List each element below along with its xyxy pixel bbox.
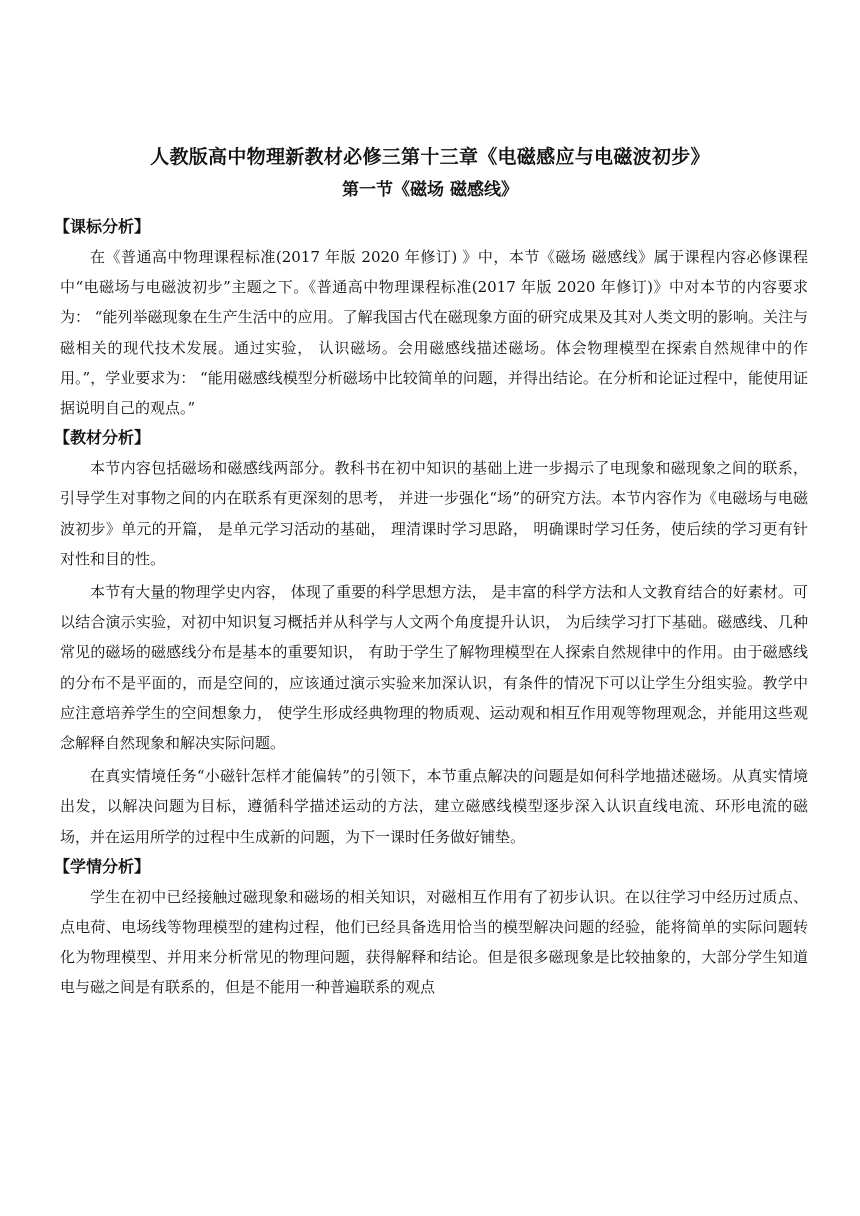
section-heading: 【教材分析】 bbox=[54, 428, 151, 448]
section-student-analysis bbox=[54, 852, 808, 1003]
section-heading: 【课标分析】 bbox=[54, 217, 151, 236]
paragraph: 本节内容包括磁场和磁感线两部分。教科书在初中知识的基础上进一步揭示了电现象和磁现象之间的联系， 引导学生对事物之间的内在联系有更深刻的思考， 并进一步强化“场”的研究方法。本节内容作为《电磁场与电磁波初步》单元的开篇， 是单元学习活动的基础， 理清课时学习思路， 明确课时学习任务，使后续的学习更有针对性和目的性。 bbox=[60, 459, 808, 568]
paragraph: 在真实情境任务“小磁针怎样才能偏转”的引领下，本节重点解决的问题是如何科学地描述磁场。从真实情境出发，以解决问题为目标，遵循科学描述运动的方法，建立磁感线模型逐步深入认识直线电流、环形电流的磁场，并在运用所学的过程中生成新的问题，为下一课时任务做好铺垫。 bbox=[60, 767, 808, 846]
document-subtitle: 第一节《磁场 磁感线》 bbox=[342, 180, 518, 200]
section-curriculum-analysis bbox=[54, 212, 808, 423]
paragraph: 在《普通高中物理课程标准(2017 年版 2020 年修订) 》中，本节《磁场 磁感线》属于课程内容必修课程中“电磁场与电磁波初步”主题之下。《普通高中物理课程标准(2017 年版 2020 年修订)》中对本节的内容要求为： “能列举磁现象在生产生活中的应用。了解我国古代在磁现象方面的研究成果及其对人类文明的影响。关注与磁相关的现代技术发展。通过实验， 认识磁场。会用磁感线描述磁场。体会物理模型在探索自然规律中的作用。”，学业要求为： “能用磁感线模型分析磁场中比较简单的问题，并得出结论。在分析和论证过程中，能使用证据说明自己的观点。” bbox=[60, 248, 808, 418]
document-title: 人教版高中物理新教材必修三第十三章《电磁感应与电磁波初步》 bbox=[150, 146, 710, 168]
document-body bbox=[54, 212, 808, 1003]
section-textbook-analysis bbox=[54, 423, 808, 852]
paragraph: 学生在初中已经接触过磁现象和磁场的相关知识，对磁相互作用有了初步认识。在以往学习中经历过质点、点电荷、电场线等物理模型的建构过程，他们已经具备选用恰当的模型解决问题的经验，能将简单的实际问题转化为物理模型、并用来分析常见的物理问题，获得解释和结论。但是很多磁现象是比较抽象的，大部分学生知道电与磁之间是有联系的，但是不能用一种普遍联系的观点 bbox=[60, 887, 808, 997]
paragraph: 本节有大量的物理学史内容， 体现了重要的科学思想方法， 是丰富的科学方法和人文教育结合的好素材。可以结合演示实验，对初中知识复习概括并从科学与人文两个角度提升认识， 为后续学习打下基础。磁感线、几种常见的磁场的磁感线分布是基本的重要知识， 有助于学生了解物理模型在人探索自然规律中的作用。由于磁感线的分布不是平面的，而是空间的，应该通过演示实验来加深认识，有条件的情况下可以让学生分组实验。教学中应注意培养学生的空间想象力， 使学生形成经典物理的物质观、运动观和相互作用观等物理观念，并能用这些观念解释自然现象和解决实际问题。 bbox=[60, 583, 808, 753]
section-heading: 【学情分析】 bbox=[54, 856, 151, 876]
